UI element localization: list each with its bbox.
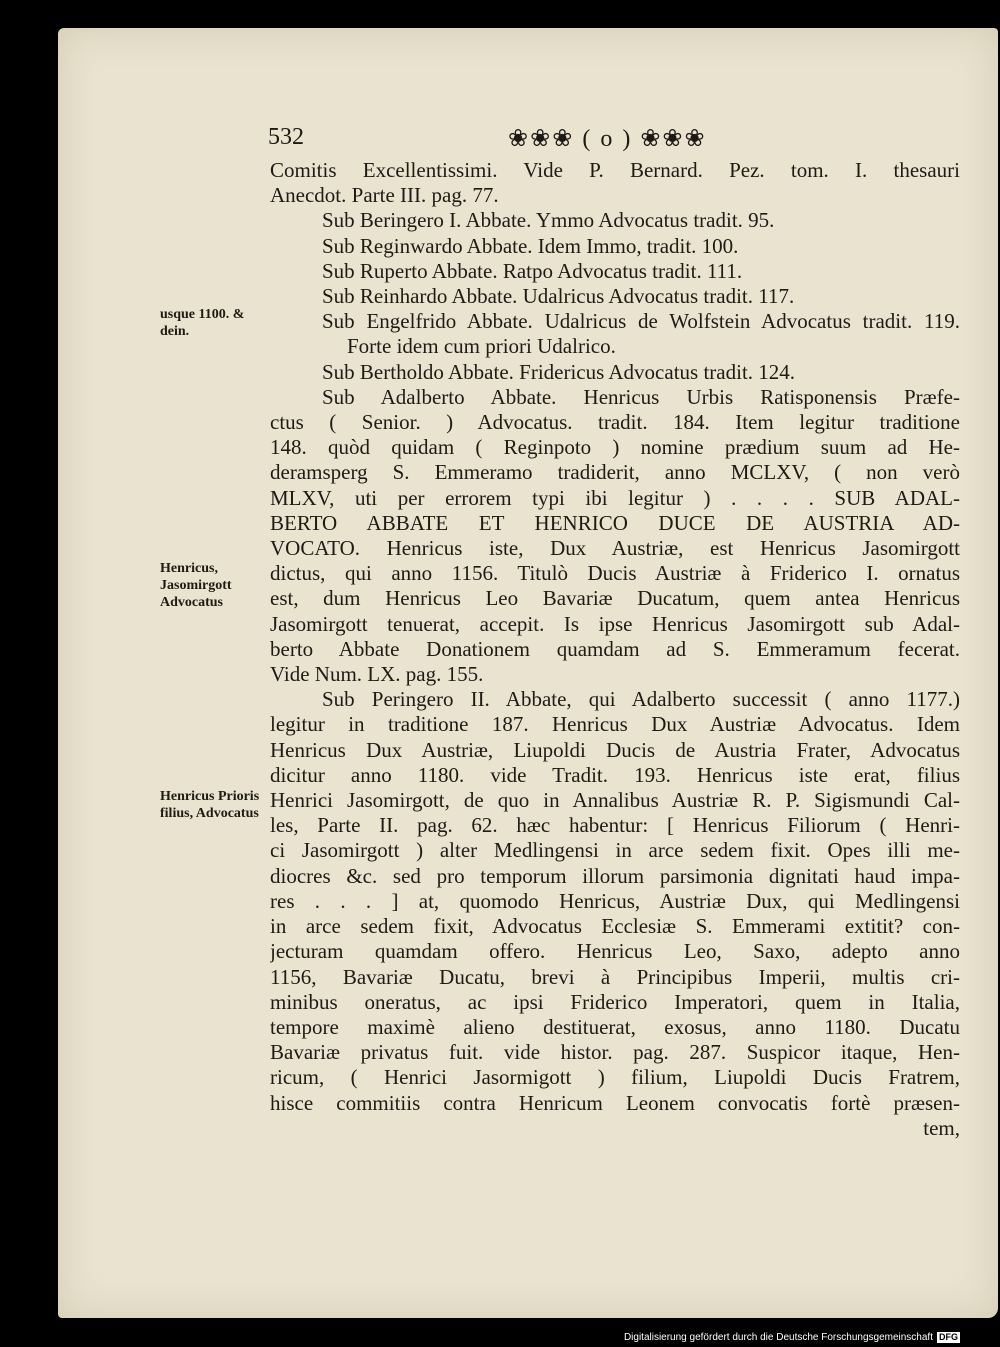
- text-line: tempore maximè alieno destituerat, exosus, anno 1180. Ducatu: [270, 1014, 960, 1039]
- header-ornament: ❀❀❀ ( o ) ❀❀❀: [508, 126, 707, 152]
- text-line: 1156, Bavariæ Ducatu, brevi à Principibus Imperii, multis cri-: [270, 964, 960, 989]
- text-line: Sub Peringero II. Abbate, qui Adalberto successit ( anno 1177.): [322, 687, 960, 712]
- text-line: diocres &c. sed pro temporum illorum parsimonia dignitati haud impa-: [270, 863, 960, 888]
- text-line: Comitis Excellentissimi. Vide P. Bernard. Pez. tom. I. thesauri: [270, 158, 960, 182]
- text-line: est, dum Henricus Leo Bavariæ Ducatum, quem antea Henricus: [270, 586, 960, 611]
- text-line: BERTO ABBATE ET HENRICO DUCE DE AUSTRIA AD-: [270, 510, 960, 535]
- dfg-logo: DFG: [939, 1331, 958, 1342]
- text-line: berto Abbate Donationem quamdam ad S. Emmeramum fecerat.: [270, 636, 960, 661]
- text-line: Anecdot. Parte III. pag. 77.: [270, 183, 499, 208]
- text-line: ricum, ( Henrici Jasormigott ) filium, Liupoldi Ducis Fratrem,: [270, 1065, 960, 1090]
- footer-credit: Digitalisierung gefördert durch die Deutsche Forschungsgemeinschaft: [623, 1331, 933, 1343]
- text-line: Bavariæ privatus fuit. vide histor. pag. 287. Suspicor itaque, Hen-: [270, 1040, 960, 1065]
- text-line: les, Parte II. pag. 62. hæc habentur: [ Henricus Filiorum ( Henri-: [270, 813, 960, 838]
- text-line: Sub Ruperto Abbate. Ratpo Advocatus tradit. 111.: [322, 258, 743, 283]
- margin-note: Henricus, Jasomirgott Advocatus: [160, 561, 232, 610]
- margin-note: usque 1100. & dein.: [160, 307, 245, 339]
- text-line: Sub Reinhardo Abbate. Udalricus Advocatus tradit. 117.: [322, 284, 795, 309]
- text-line: in arce sedem fixit, Advocatus Ecclesiæ S. Emmerami extitit? con-: [270, 914, 960, 939]
- text-line: ci Jasomirgott ) alter Medlingensi in arce sedem fixit. Opes illi me-: [270, 838, 960, 863]
- text-line: VOCATO. Henricus iste, Dux Austriæ, est Henricus Jasomirgott: [270, 536, 960, 561]
- text-line: minibus oneratus, ac ipsi Friderico Imperatori, quem in Italia,: [270, 989, 960, 1014]
- text-line: dictus, qui anno 1156. Titulò Ducis Austriæ à Friderico I. ornatus: [270, 561, 960, 586]
- text-line: Henricus Dux Austriæ, Liupoldi Ducis de Austria Frater, Advocatus: [270, 737, 960, 762]
- catchword: tem,: [923, 1115, 960, 1140]
- text-line: res . . . ] at, quomodo Henricus, Austriæ Dux, qui Medlingensi: [270, 888, 960, 913]
- text-line: ctus ( Senior. ) Advocatus. tradit. 184. Item legitur traditione: [270, 410, 960, 435]
- text-line: Henrici Jasomirgott, de quo in Annalibus Austriæ R. P. Sigismundi Cal-: [270, 788, 960, 813]
- funding-footer: [624, 1330, 960, 1344]
- text-line: Vide Num. LX. pag. 155.: [270, 662, 484, 687]
- text-line: hisce commitiis contra Henricum Leonem convocatis fortè præsen-: [270, 1090, 960, 1115]
- margin-note: Henricus Prioris filius, Advocatus: [160, 789, 260, 821]
- text-line: Sub Reginwardo Abbate. Idem Immo, tradit. 100.: [322, 233, 739, 258]
- text-line: Forte idem cum priori Udalrico.: [347, 334, 616, 359]
- text-line: Sub Adalberto Abbate. Henricus Urbis Ratisponensis Præfe-: [322, 384, 960, 409]
- running-header: [268, 124, 958, 154]
- text-line: Sub Beringero I. Abbate. Ymmo Advocatus tradit. 95.: [322, 208, 775, 233]
- text-line: Sub Bertholdo Abbate. Fridericus Advocatus tradit. 124.: [322, 359, 796, 384]
- text-line: dicitur anno 1180. vide Tradit. 193. Henricus iste erat, filius: [270, 762, 960, 787]
- text-line: Jasomirgott tenuerat, accepit. Is ipse Henricus Jasomirgott sub Adal-: [270, 611, 960, 636]
- text-line: Sub Engelfrido Abbate. Udalricus de Wolfstein Advocatus tradit. 119.: [322, 309, 960, 334]
- text-line: legitur in traditione 187. Henricus Dux Austriæ Advocatus. Idem: [270, 712, 960, 737]
- page-body-text: [270, 158, 960, 1141]
- text-line: deramsperg S. Emmeramo tradiderit, anno MCLXV, ( non verò: [270, 460, 960, 485]
- text-line: 148. quòd quidam ( Reginpoto ) nomine prædium suum ad He-: [270, 435, 960, 460]
- text-line: jecturam quamdam offero. Henricus Leo, Saxo, adepto anno: [270, 939, 960, 964]
- page-number: 532: [268, 124, 304, 150]
- text-line: MLXV, uti per errorem typi ibi legitur ) . . . . SUB ADAL-: [270, 485, 960, 510]
